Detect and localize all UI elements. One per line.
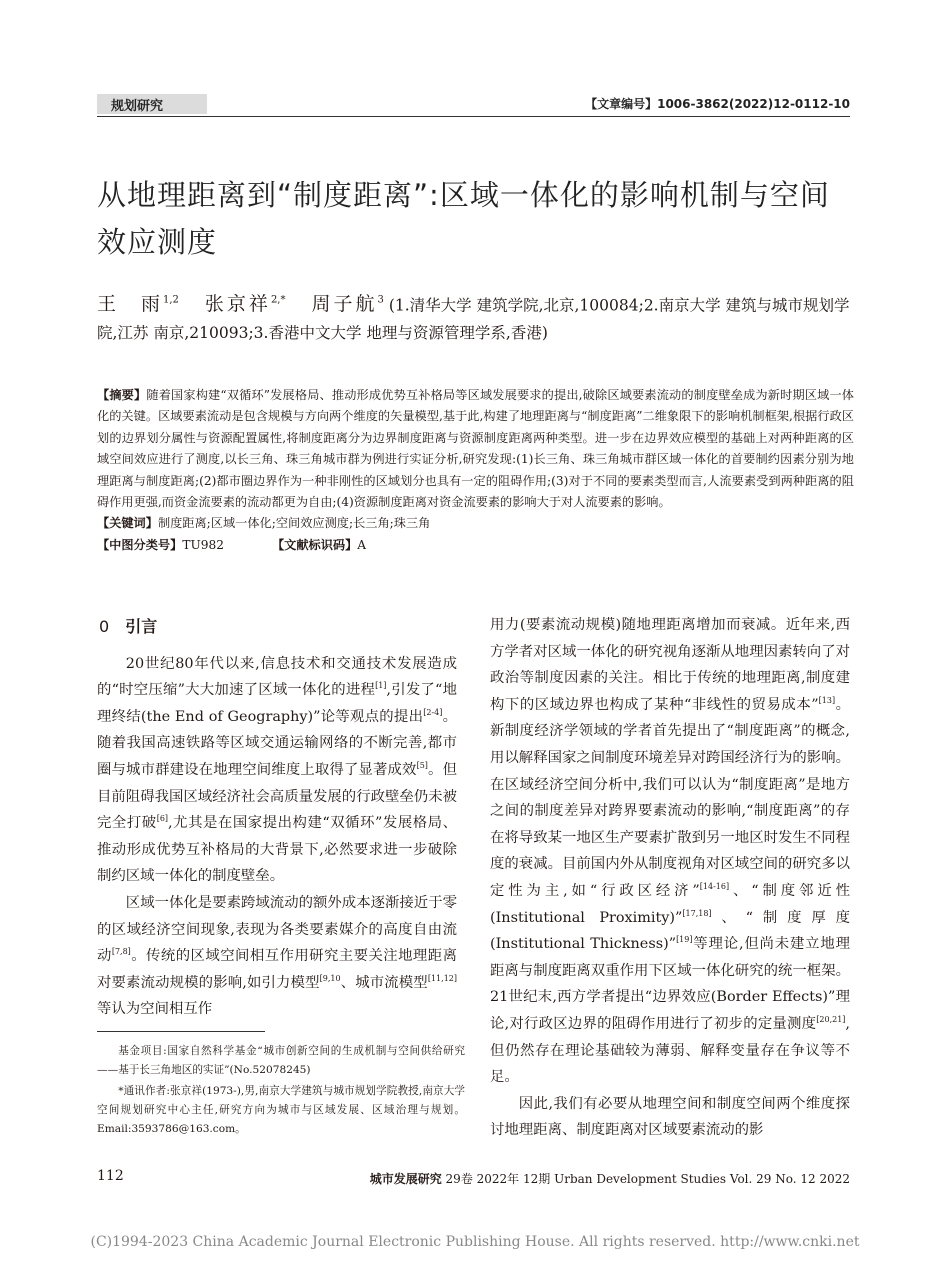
section-tag (97, 94, 207, 114)
keywords: 【关键词】制度距离;区域一体化;空间效应测度;长三角;珠三角 (97, 516, 431, 531)
classification: 【中图分类号】TU982 【文献标识码】A (97, 537, 367, 552)
author-3: 周子航$^3$ (311, 293, 384, 316)
corresponding-author-note: *通讯作者:张京祥(1973-),男,南京大学建筑与城市规划学院教授,南京大学空间规划研究中心主任,研究方向为城市与区域发展、区域治理与规划。Email:3593786@163.com。 (97, 1085, 465, 1135)
author-1: 王 雨$^{1,2}$ (97, 293, 179, 316)
author-2: 张京祥$^{2,*}$ (204, 293, 286, 316)
paragraph: 用力(要素流动规模)随地理距离增加而衰减。近年来,西方学者对区域一体化的研究视角逐渐从地理因素转向了对政治等制度因素的关注。相比于传统的地理距离,制度建构下的区域边界也构成了某种“非线性的贸易成本”[13]。新制度经济学领域的学者首先提出了“制度距离”的概念,用以解释国家之间制度环境差异对跨国经济行为的影响。在区域经济空间分析中,我们可以认为“制度距离”是地方之间的制度差异对跨界要素流动的影响,“制度距离”的存在将导致某一地区生产要素扩散到另一地区时发生不同程度的衰减。目前国内外从制度视角对区域空间的研究多以定性为主,如“行政区经济”[14-16]、“制度邻近性(Institutional Proximity)”[17,18]、“制度厚度(Institutional Thickness)”[19]等理论,但尚未建立地理距离与制度距离双重作用下区域一体化研究的统一框架。21世纪末,西方学者提出“边界效应(Border Effects)”理论,对行政区边界的阻碍作用进行了初步的定量测度[20,21],但仍然存在理论基础较为薄弱、解释变量存在争议等不足。 (490, 617, 851, 1086)
footnotes (97, 1042, 465, 1141)
article-number: 【文章编号】1006-3862(2022)12-0112-10 (585, 97, 850, 111)
abstract-block (97, 385, 854, 556)
section-label: 规划研究 (111, 99, 164, 114)
paragraph: 20世纪80年代以来,信息技术和交通技术发展造成的“时空压缩”大大加速了区域一体化的进程[1],引发了“地理终结(the End of Geography)”论等观点的提出[2-4]。随着我国高速铁路等区域交通运输网络的不断完善,都市圈与城市群建设在地理空间维度上取得了显著成效[5]。但目前阻碍我国区域经济社会高质量发展的行政壁垒仍未被完全打破[6],尤其是在国家提出构建“双循环”发展格局、推动形成优势互补格局的大背景下,必然要求进一步破除制约区域一体化的制度壁垒。 (97, 655, 457, 885)
body-right-column (490, 612, 850, 1144)
footnote-rule (97, 1031, 265, 1032)
journal-line: 城市发展研究 29卷 2022年 12期 Urban Development Studies Vol. 29 No. 12 2022 (369, 1172, 850, 1186)
paragraph: 因此,我们有必要从地理空间和制度空间两个维度探讨地理距离、制度距离对区域要素流动的影 (490, 1095, 850, 1139)
affiliation: (1.清华大学 建筑学院,北京,100084;2.南京大学 建筑与城市规划学院,江苏 南京,210093;3.香港中文大学 地理与资源管理学系,香港) (97, 296, 850, 343)
copyright-line: (C)1994-2023 China Academic Journal Electronic Publishing House. All rights reserved. http://www.cnki.net (90, 1234, 860, 1250)
section-heading: 0 引言 (99, 617, 158, 636)
fund-note: 基金项目:国家自然科学基金“城市创新空间的生成机制与空间供给研究——基于长三角地区的实证”(No.52078245) (97, 1045, 465, 1076)
body-left-column (97, 612, 457, 1023)
authors-block (97, 287, 857, 347)
paragraph: 区域一体化是要素跨域流动的额外成本逐渐接近于零的区域经济空间现象,表现为各类要素媒介的高度自由流动[7,8]。传统的区域空间相互作用研究主要关注地理距离对要素流动规模的影响,如引力模型$^{[9,10}$、城市流模型[11,12]等认为空间相互作 (97, 894, 457, 1018)
page-number: 112 (97, 1168, 124, 1184)
paper-title: 从地理距离到“制度距离”:区域一体化的影响机制与空间效应测度 (97, 178, 830, 259)
header-rule (97, 116, 850, 117)
abstract: 【摘要】随着国家构建“双循环”发展格局、推动形成优势互补格局等区域发展要求的提出,破除区域要素流动的制度壁垒成为新时期区域一体化的关键。区域要素流动是包含规模与方向两个维度的矢量模型,基于此,构建了地理距离与“制度距离”二维象限下的影响机制框架,根据行政区划的边界划分属性与资源配置属性,将制度距离分为边界制度距离与资源制度距离两种类型。进一步在边界效应模型的基础上对两种距离的区域空间效应进行了测度,以长三角、珠三角城市群为例进行实证分析,研究发现:(1)长三角、珠三角城市群区域一体化的首要制约因素分别为地理距离与制度距离;(2)都市圈边界作为一种非刚性的区域划分也具有一定的阻碍作用;(3)对于不同的要素类型而言,人流要素受到两种距离的阻碍作用更强,而资金流要素的流动都更为自由;(4)资源制度距离对资金流要素的影响大于对人流要素的影响。 (97, 388, 854, 510)
